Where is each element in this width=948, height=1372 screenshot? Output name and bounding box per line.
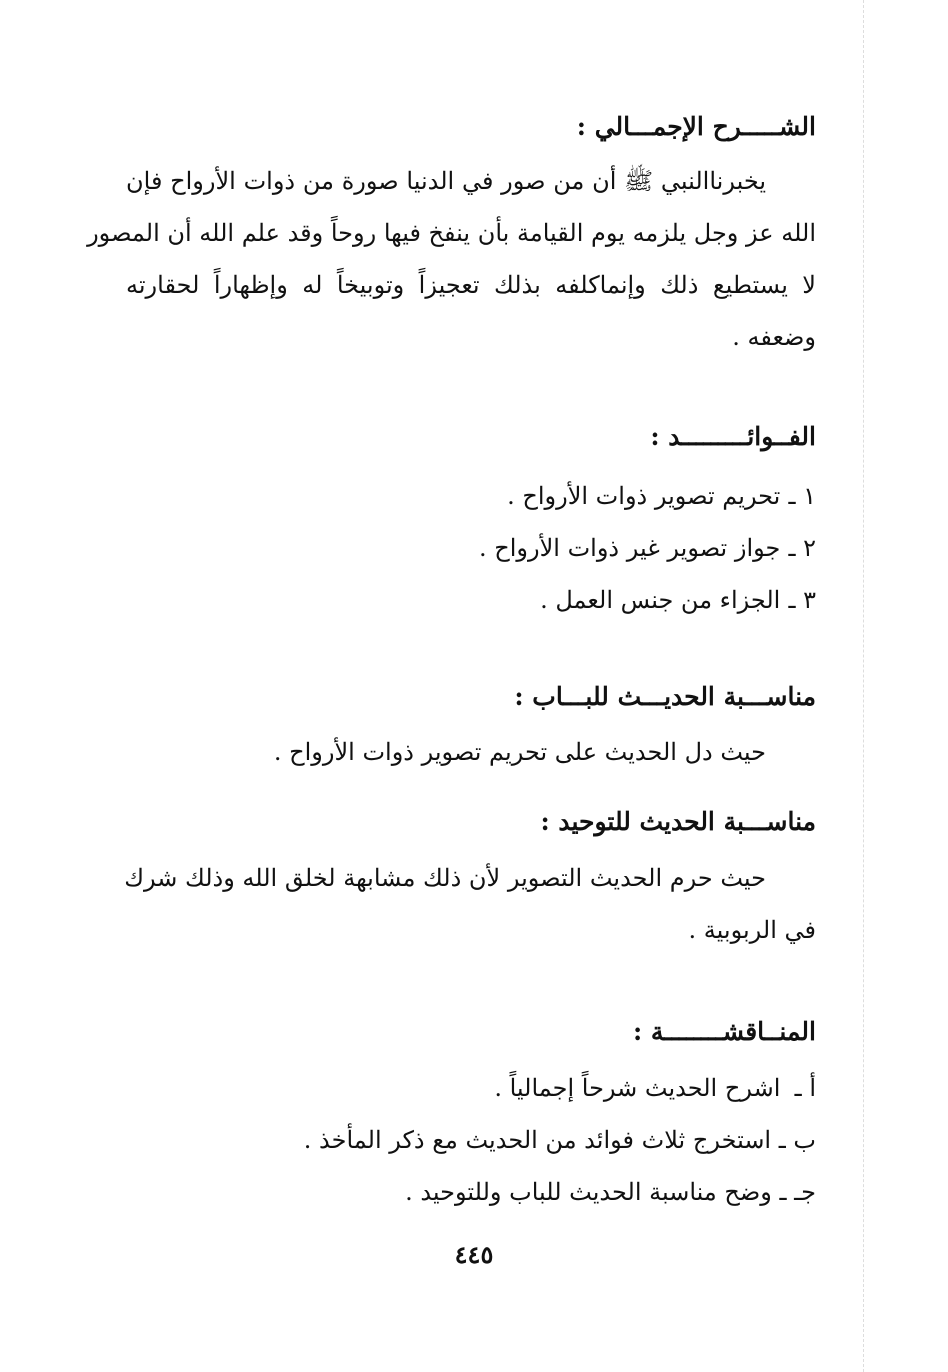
page-number: ٤٤٥ xyxy=(454,1240,494,1269)
discussion-text: وضح مناسبة الحديث للباب وللتوحيد . xyxy=(405,1178,772,1206)
benefit-text: الجزاء من جنس العمل . xyxy=(540,586,781,614)
benefit-number: ١ ـ xyxy=(788,482,816,510)
summary-section xyxy=(126,110,816,144)
benefit-number: ٣ ـ xyxy=(788,586,816,614)
chapter-relevance-heading: مناســـبة الحديـــث للبـــاب : xyxy=(514,682,816,711)
chapter-relevance-paragraph xyxy=(126,726,816,778)
summary-paragraph xyxy=(87,155,816,363)
discussion-item xyxy=(126,1166,816,1218)
discussion-item xyxy=(126,1062,816,1114)
summary-line-4: وضعفه . xyxy=(732,323,816,351)
summary-line-2: الله عز وجل يلزمه يوم القيامة بأن ينفخ فيها روحاً وقد علم الله أن المصور xyxy=(87,219,816,247)
tawhid-line-1: حيث حرم الحديث التصوير لأن ذلك مشابهة لخلق الله وذلك شرك xyxy=(124,864,766,892)
chapter-relevance-section xyxy=(126,680,816,714)
benefits-list xyxy=(126,470,816,626)
tawhid-relevance-heading: مناســـبة الحديث للتوحيد : xyxy=(540,807,816,836)
discussion-letter: أ ـ xyxy=(794,1074,816,1102)
discussion-text: استخرج ثلاث فوائد من الحديث مع ذكر المأخذ . xyxy=(303,1126,772,1154)
tawhid-relevance-paragraph xyxy=(126,852,816,956)
benefit-item xyxy=(126,470,816,522)
discussion-heading: المنــاقشــــــــة : xyxy=(632,1017,816,1046)
benefits-section xyxy=(126,420,816,454)
summary-heading: الشـــــرح الإجمـــالي : xyxy=(576,112,816,141)
benefits-heading: الفــوائـــــــــد : xyxy=(650,422,816,451)
summary-line-1: يخبرناالنبي ﷺ أن من صور في الدنيا صورة من ذوات الأرواح فإن xyxy=(126,167,766,195)
benefit-item xyxy=(126,522,816,574)
discussion-text: اشرح الحديث شرحاً إجمالياً . xyxy=(494,1074,781,1102)
discussion-letter: جـ ـ xyxy=(779,1178,816,1206)
discussion-list xyxy=(126,1062,816,1218)
discussion-letter: ب ـ xyxy=(778,1126,816,1154)
chapter-relevance-text: حيث دل الحديث على تحريم تصوير ذوات الأرواح . xyxy=(273,738,766,766)
benefit-number: ٢ ـ xyxy=(788,534,816,562)
discussion-section xyxy=(126,1015,816,1049)
benefit-text: جواز تصوير غير ذوات الأرواح . xyxy=(479,534,781,562)
discussion-item xyxy=(126,1114,816,1166)
scan-edge-line xyxy=(863,0,864,1372)
benefit-text: تحريم تصوير ذوات الأرواح . xyxy=(507,482,781,510)
benefit-item xyxy=(126,574,816,626)
tawhid-line-2: في الربوبية . xyxy=(688,916,816,944)
tawhid-relevance-section xyxy=(126,805,816,839)
summary-line-3: لا يستطيع ذلك وإنماكلفه بذلك تعجيزاً وتوبيخاً له وإظهاراً لحقارته xyxy=(126,271,816,299)
